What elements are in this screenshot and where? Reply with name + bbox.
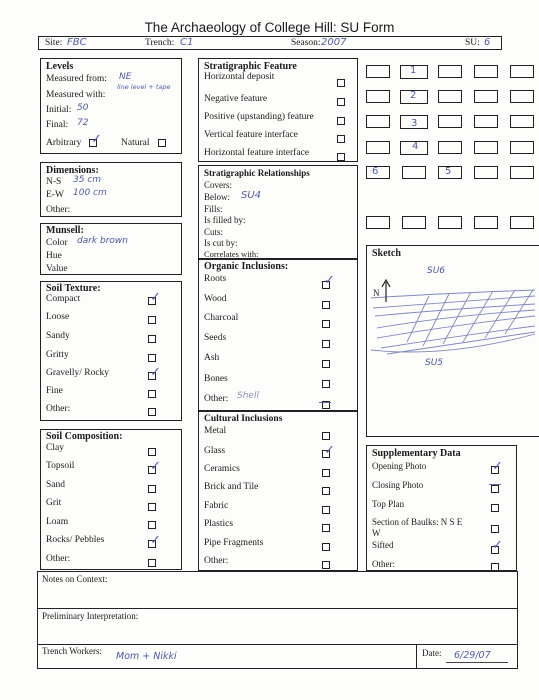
ew-value[interactable]: 100 cm xyxy=(73,188,107,198)
organic-item: Charcoal xyxy=(204,313,239,323)
sketch-label-top: SU6 xyxy=(427,266,446,276)
site-label: Site: xyxy=(45,38,63,48)
sand-checkbox[interactable] xyxy=(148,485,156,493)
plastics-checkbox[interactable] xyxy=(322,524,330,532)
workers-label: Trench Workers: xyxy=(42,646,103,656)
strat-rel-item: Fills: xyxy=(204,204,223,214)
grit-checkbox[interactable] xyxy=(148,503,156,511)
cultural-item: Brick and Tile xyxy=(204,482,259,492)
soil-composition-item: Grit xyxy=(46,498,62,508)
site-value[interactable]: FBC xyxy=(67,37,87,48)
supplementary-item: Opening Photo xyxy=(372,461,427,471)
trench-label: Trench: xyxy=(145,38,175,48)
organic-other-value[interactable]: Shell xyxy=(237,391,259,401)
cultural-item: Ceramics xyxy=(204,464,240,474)
strat-rel-item: Cuts: xyxy=(204,227,224,237)
soil-composition-item: Other: xyxy=(46,554,71,564)
ceramics-checkbox[interactable] xyxy=(322,469,330,477)
workers-value[interactable]: Mom + Nikki xyxy=(116,651,177,662)
cultural-item: Fabric xyxy=(204,501,229,511)
organic-item: Seeds xyxy=(204,333,227,343)
grid-box[interactable] xyxy=(438,216,462,229)
horizontal-interface-checkbox[interactable] xyxy=(337,153,345,161)
dimensions-other-label: Other: xyxy=(46,205,71,215)
levels-heading: Levels xyxy=(46,61,74,72)
strat-rel-item: Correlates with: xyxy=(204,249,259,259)
charcoal-checkbox[interactable] xyxy=(322,320,330,328)
cultural-other-checkbox[interactable] xyxy=(322,561,330,569)
sifted-check-icon: ✓ xyxy=(492,538,503,553)
su-label: SU: xyxy=(465,38,480,48)
supplementary-item: Section of Baulks: N S E xyxy=(372,517,463,527)
fabric-checkbox[interactable] xyxy=(322,506,330,514)
organic-item: Wood xyxy=(204,294,227,304)
grid-number: 5 xyxy=(445,166,452,177)
soil-texture-section xyxy=(40,281,182,421)
soil-texture-item: Gritty xyxy=(46,350,69,360)
bones-checkbox[interactable] xyxy=(322,380,330,388)
grid-box[interactable] xyxy=(400,141,428,155)
supplementary-item: Top Plan xyxy=(372,499,405,509)
sketch-label-bottom: SU5 xyxy=(425,358,444,368)
soil-texture-item: Compact xyxy=(46,294,81,304)
grid-box[interactable] xyxy=(366,65,390,78)
soil-texture-heading: Soil Texture: xyxy=(46,283,101,294)
grid-box[interactable] xyxy=(366,216,390,229)
strat-feature-section xyxy=(198,58,358,162)
natural-checkbox[interactable] xyxy=(158,139,166,147)
soil-texture-item: Other: xyxy=(46,404,71,414)
grid-box[interactable] xyxy=(474,90,498,103)
grid-box[interactable] xyxy=(438,90,462,103)
cultural-item: Metal xyxy=(204,426,227,436)
measured-from-label: Measured from: xyxy=(46,74,107,84)
supplementary-heading: Supplementary Data xyxy=(372,448,461,459)
wood-checkbox[interactable] xyxy=(322,301,330,309)
soil-texture-item: Gravelly/ Rocky xyxy=(46,368,110,378)
clay-checkbox[interactable] xyxy=(148,448,156,456)
grid-box[interactable] xyxy=(438,141,462,154)
baulks-checkbox[interactable] xyxy=(491,525,499,533)
cultural-section xyxy=(198,411,358,571)
composition-other-checkbox[interactable] xyxy=(148,559,156,567)
grid-number: 2 xyxy=(410,90,417,101)
strat-rel-item: Is cut by: xyxy=(204,238,238,248)
grid-box[interactable] xyxy=(366,141,390,154)
grid-box[interactable] xyxy=(474,141,498,154)
brick-checkbox[interactable] xyxy=(322,487,330,495)
sketch-drawing xyxy=(367,246,539,436)
strat-feature-item: Horizontal deposit xyxy=(204,72,275,82)
grid-box[interactable] xyxy=(400,65,428,79)
below-value[interactable]: SU4 xyxy=(241,190,262,201)
glass-check-icon: ✓ xyxy=(324,443,335,458)
seeds-checkbox[interactable] xyxy=(322,340,330,348)
dimensions-section xyxy=(40,162,182,217)
prelim-label: Preliminary Interpretation: xyxy=(42,611,139,621)
notes-label: Notes on Context: xyxy=(42,574,108,584)
grid-box[interactable] xyxy=(366,90,390,103)
ns-value[interactable]: 35 cm xyxy=(73,175,102,185)
loam-checkbox[interactable] xyxy=(148,521,156,529)
strat-rel-item: Below: xyxy=(204,192,230,202)
loose-checkbox[interactable] xyxy=(148,316,156,324)
dimensions-heading: Dimensions: xyxy=(46,165,99,176)
grid-box[interactable] xyxy=(510,166,534,179)
cultural-item: Glass xyxy=(204,446,226,456)
supplementary-item: Sifted xyxy=(372,540,394,550)
value-label: Value xyxy=(46,264,68,274)
supplementary-item: W xyxy=(372,528,381,538)
strat-rel-item: Covers: xyxy=(204,180,232,190)
soil-texture-item: Sandy xyxy=(46,331,70,341)
cultural-heading: Cultural Inclusions xyxy=(204,414,283,424)
measured-from-value[interactable]: NE xyxy=(119,72,132,82)
date-label: Date: xyxy=(422,648,442,658)
color-value[interactable]: dark brown xyxy=(77,236,128,246)
grid-box[interactable] xyxy=(510,65,534,78)
gravelly-check-icon: ✓ xyxy=(150,365,161,380)
pipe-checkbox[interactable] xyxy=(322,543,330,551)
form-title: The Archaeology of College Hill: SU Form xyxy=(144,20,395,35)
sandy-checkbox[interactable] xyxy=(148,335,156,343)
soil-texture-item: Loose xyxy=(46,312,70,322)
notes-section[interactable] xyxy=(37,571,518,609)
vertical-interface-checkbox[interactable] xyxy=(337,135,345,143)
season-label: Season: xyxy=(291,38,321,48)
season-value[interactable]: 2007 xyxy=(321,37,347,48)
soil-composition-item: Topsoil xyxy=(46,461,75,471)
grid-box[interactable] xyxy=(402,216,426,229)
organic-heading: Organic Inclusions: xyxy=(204,261,289,272)
ash-checkbox[interactable] xyxy=(322,360,330,368)
su-value[interactable]: 6 xyxy=(484,37,491,48)
rocks-check-icon: ✓ xyxy=(150,533,161,548)
positive-feature-checkbox[interactable] xyxy=(337,117,345,125)
grid-number: 3 xyxy=(411,118,418,129)
organic-item: Roots xyxy=(204,274,227,284)
compact-check-icon: ✓ xyxy=(150,290,161,305)
topsoil-check-icon: ✓ xyxy=(150,459,161,474)
negative-feature-checkbox[interactable] xyxy=(337,98,345,106)
measured-with-value[interactable]: line level + tape xyxy=(117,83,171,91)
date-value[interactable]: 6/29/07 xyxy=(454,650,491,661)
supplementary-other-checkbox[interactable] xyxy=(491,563,499,571)
cultural-item: Plastics xyxy=(204,519,234,529)
grid-number: 1 xyxy=(410,65,417,76)
grid-box[interactable] xyxy=(366,166,390,179)
strat-relationships-section xyxy=(198,165,358,259)
texture-other-checkbox[interactable] xyxy=(148,408,156,416)
grid-box[interactable] xyxy=(366,115,390,128)
supplementary-section xyxy=(366,445,517,571)
date-underline xyxy=(446,662,508,663)
ns-label: N-S xyxy=(46,177,62,187)
final-value[interactable]: 72 xyxy=(77,118,89,128)
supplementary-item: Closing Photo xyxy=(372,480,424,490)
sketch-heading: Sketch xyxy=(372,248,401,259)
cultural-item: Other: xyxy=(204,556,229,566)
organic-item: Bones xyxy=(204,374,228,384)
organic-item: Ash xyxy=(204,353,220,363)
grid-box[interactable] xyxy=(400,115,428,129)
measured-with-label: Measured with: xyxy=(46,90,106,100)
workers-section xyxy=(37,644,518,669)
hue-label: Hue xyxy=(46,251,62,261)
supplementary-item: Other: xyxy=(372,559,395,569)
arbitrary-label: Arbitrary xyxy=(46,138,82,148)
strat-feature-heading: Stratigraphic Feature xyxy=(204,61,297,72)
grid-box[interactable] xyxy=(474,115,498,128)
organic-item: Other: xyxy=(204,394,229,404)
soil-composition-item: Loam xyxy=(46,517,69,527)
gritty-checkbox[interactable] xyxy=(148,354,156,362)
grid-box[interactable] xyxy=(474,65,498,78)
soil-texture-item: Fine xyxy=(46,386,63,396)
roots-check-icon: ✓ xyxy=(324,273,335,288)
grid-box[interactable] xyxy=(400,90,428,104)
strat-feature-item: Horizontal feature interface xyxy=(204,148,309,158)
grid-box[interactable] xyxy=(510,90,534,103)
grid-box[interactable] xyxy=(438,65,462,78)
grid-box[interactable] xyxy=(438,166,462,179)
horizontal-deposit-checkbox[interactable] xyxy=(337,79,345,87)
closing-photo-check-icon: ― xyxy=(489,477,501,491)
munsell-section xyxy=(40,223,182,275)
grid-box[interactable] xyxy=(510,216,534,229)
ew-label: E-W xyxy=(46,190,64,200)
prelim-section[interactable] xyxy=(37,608,518,645)
north-label: N xyxy=(373,288,380,298)
opening-photo-check-icon: ✓ xyxy=(492,459,503,474)
grid-box[interactable] xyxy=(474,216,498,229)
grid-number: 6 xyxy=(372,166,379,177)
levels-section xyxy=(40,58,182,154)
soil-composition-heading: Soil Composition: xyxy=(46,431,123,442)
metal-checkbox[interactable] xyxy=(322,432,330,440)
grid-box[interactable] xyxy=(438,115,462,128)
organic-section xyxy=(198,259,358,411)
grid-number: 4 xyxy=(412,141,419,152)
fine-checkbox[interactable] xyxy=(148,390,156,398)
grid-box[interactable] xyxy=(474,166,498,179)
soil-composition-section xyxy=(40,429,182,570)
color-label: Color xyxy=(46,238,68,248)
arbitrary-check-icon: ✓ xyxy=(91,132,102,147)
soil-composition-item: Sand xyxy=(46,480,65,490)
date-divider xyxy=(416,645,417,668)
munsell-heading: Munsell: xyxy=(46,225,84,236)
strat-feature-item: Positive (upstanding) feature xyxy=(204,112,314,122)
soil-composition-item: Clay xyxy=(46,443,64,453)
natural-label: Natural xyxy=(121,138,150,148)
trench-value[interactable]: C1 xyxy=(180,37,194,48)
sketch-area[interactable] xyxy=(366,245,539,437)
strat-rel-item: Is filled by: xyxy=(204,215,246,225)
header-row xyxy=(38,36,502,50)
cultural-item: Pipe Fragments xyxy=(204,538,264,548)
initial-value[interactable]: 50 xyxy=(77,103,89,113)
initial-label: Initial: xyxy=(46,105,72,115)
strat-relationships-heading: Stratigraphic Relationships xyxy=(204,168,310,178)
grid-box[interactable] xyxy=(510,115,534,128)
organic-other-check-icon: ― xyxy=(319,395,331,409)
strat-feature-item: Vertical feature interface xyxy=(204,130,298,140)
strat-feature-item: Negative feature xyxy=(204,94,268,104)
soil-composition-item: Rocks/ Pebbles xyxy=(46,535,105,545)
final-label: Final: xyxy=(46,120,69,130)
grid-box[interactable] xyxy=(510,141,534,154)
grid-box[interactable] xyxy=(402,166,426,179)
top-plan-checkbox[interactable] xyxy=(491,504,499,512)
